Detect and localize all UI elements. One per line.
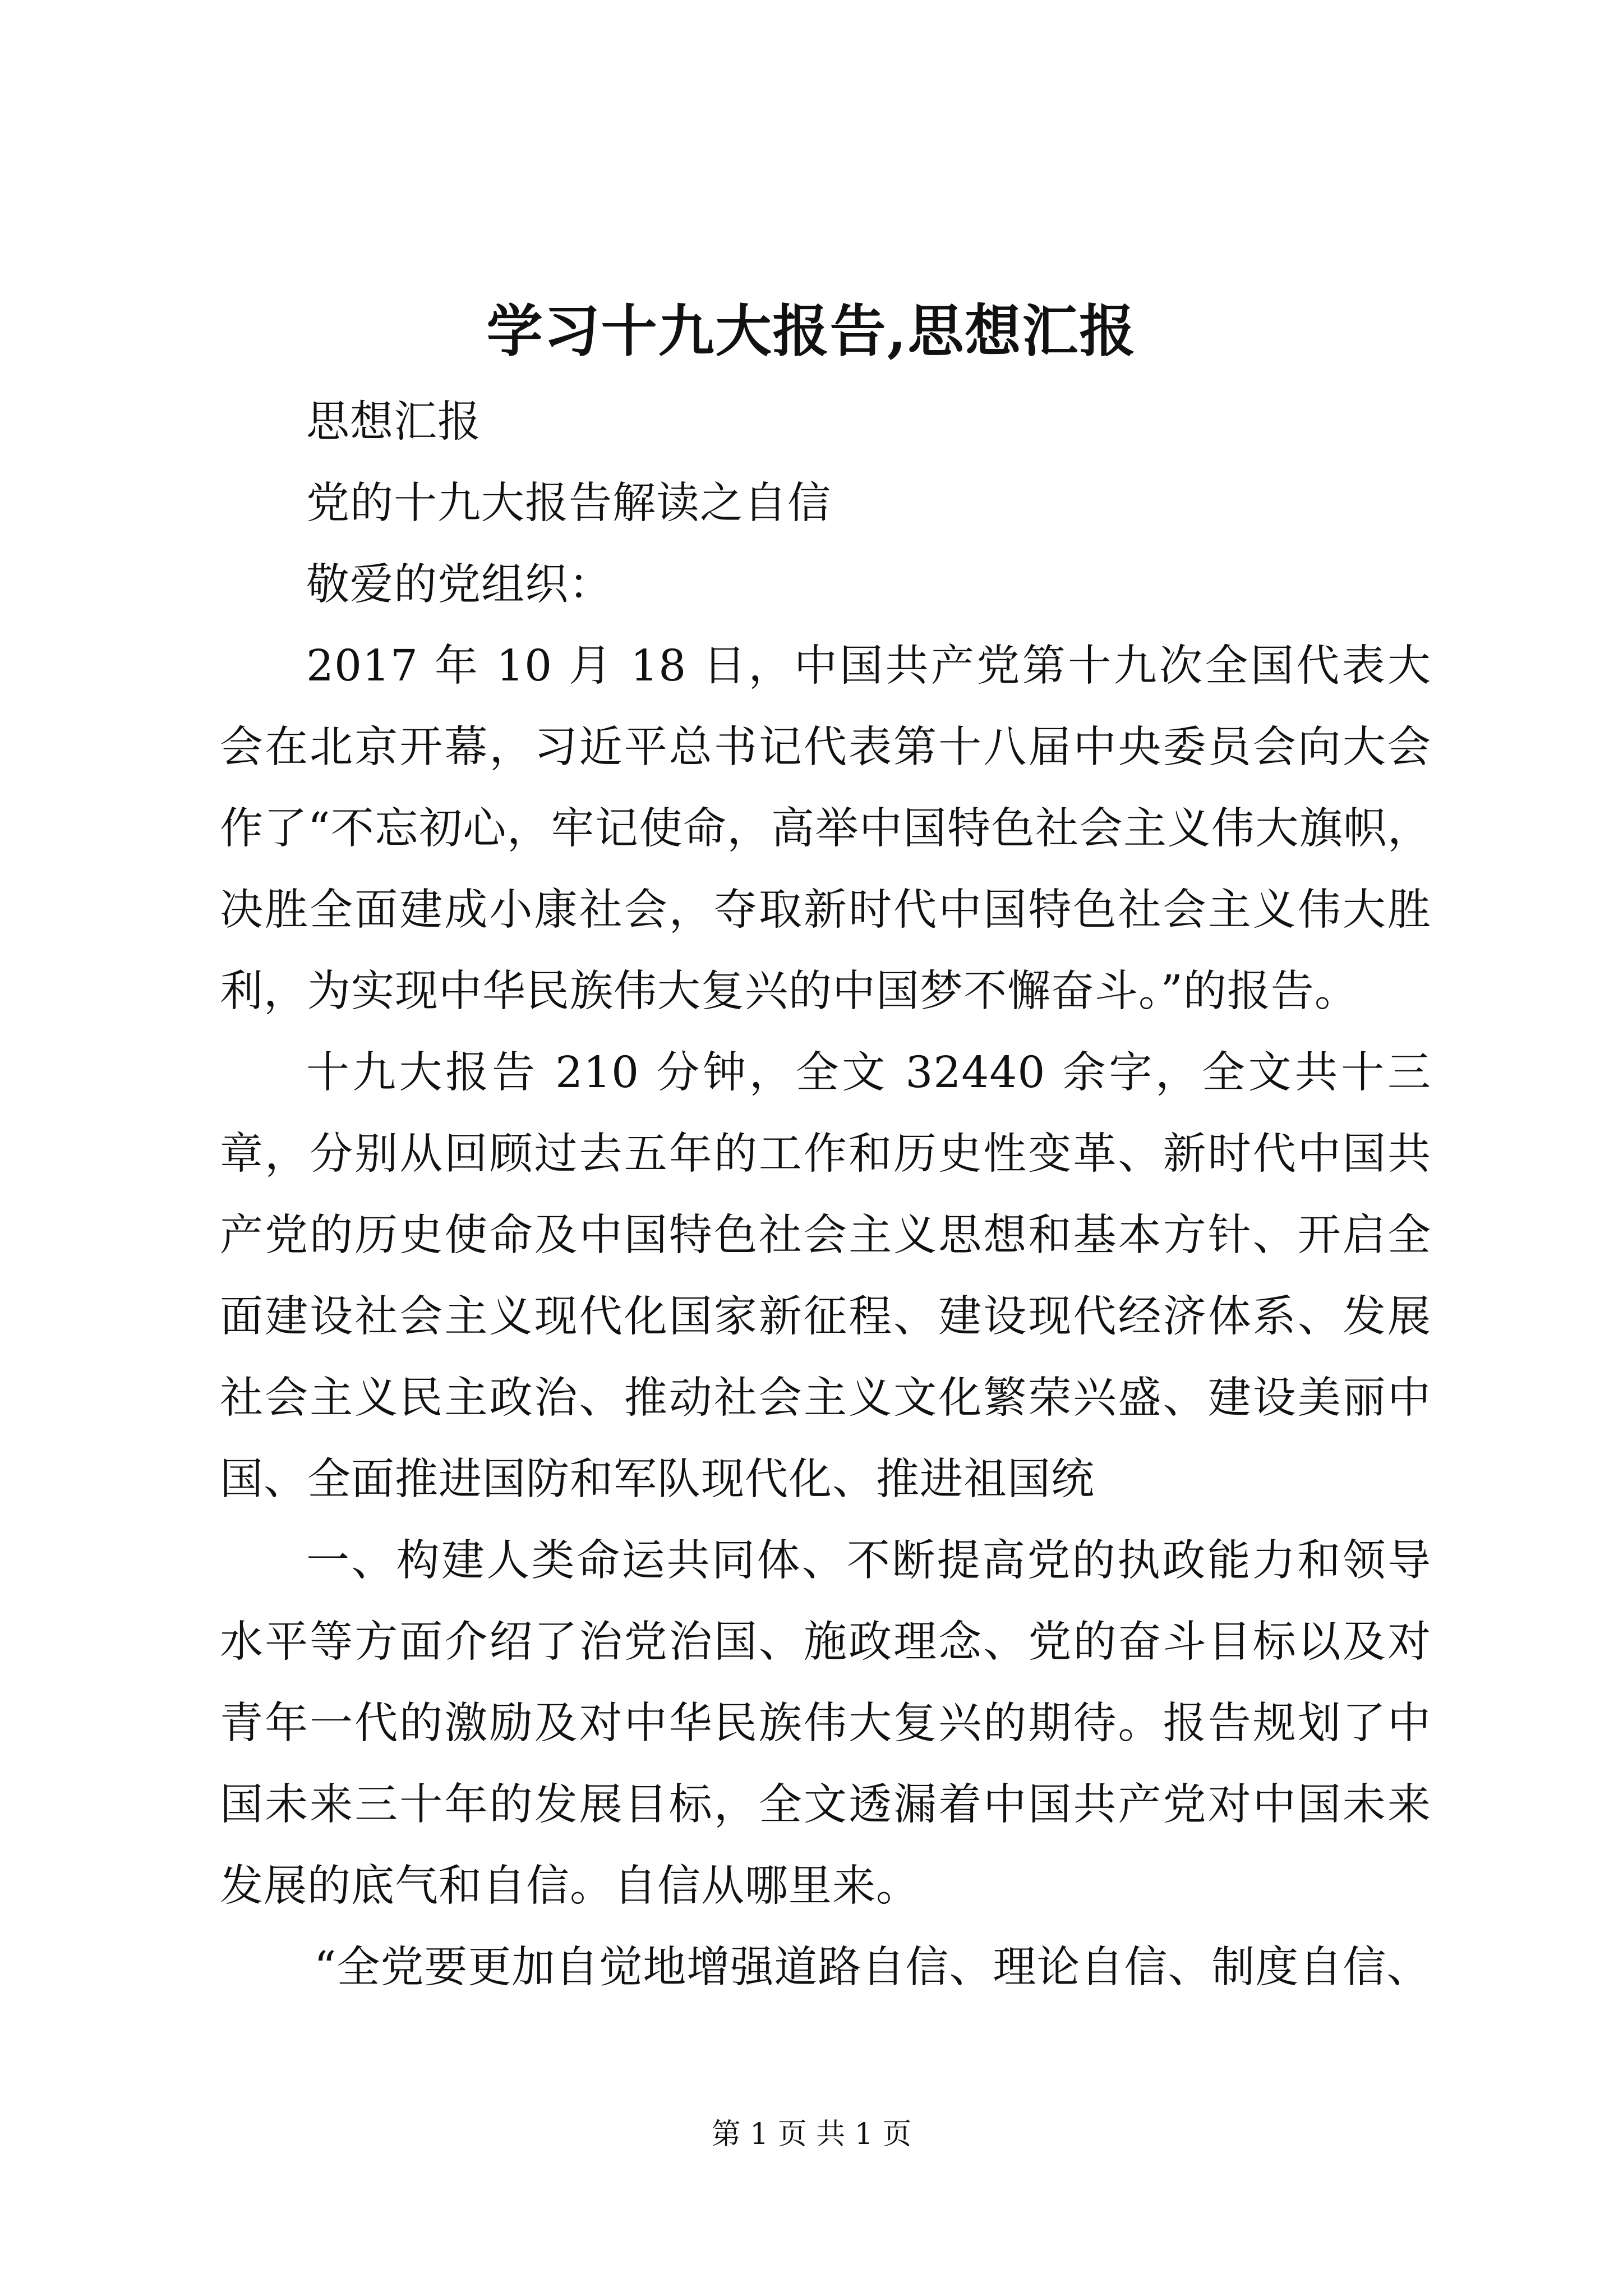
paragraph-report-summary: 十九大报告 210 分钟，全文 32440 余字，全文共十三章，分别从回顾过去五年的工作和历史性变革、新时代中国共产党的历史使命及中国特色社会主义思想和基本方针、开启全面建设社会主义现代化国家新征程、建设现代经济体系、发展社会主义民主政治、推动社会主义文化繁荣兴盛、建设美丽中国、全面推进国防和军队现代化、推进祖国统 bbox=[220, 1048, 1431, 1504]
paragraph-opening: 2017 年 10 月 18 日，中国共产党第十九次全国代表大会在北京开幕，习近平总书记代表第十八届中央委员会向大会作了“不忘初心，牢记使命，高举中国特色社会主义伟大旗帜，决胜全面建成小康社会，夺取新时代中国特色社会主义伟大胜利，为实现中华民族伟大复兴的中国梦不懈奋斗。”的报告。 bbox=[220, 641, 1431, 1016]
paragraph-salutation: 敬爱的党组织： bbox=[306, 560, 612, 610]
paragraph-subject: 党的十九大报告解读之自信 bbox=[306, 478, 831, 528]
paragraph-quote: “全党要更加自觉地增强道路自信、理论自信、制度自信、 bbox=[314, 1943, 1431, 1993]
document-body bbox=[220, 381, 1431, 2008]
document-title: 学习十九大报告,思想汇报 bbox=[486, 298, 1137, 364]
paragraph-report-goals: 一、构建人类命运共同体、不断提高党的执政能力和领导水平等方面介绍了治党治国、施政理念、党的奋斗目标以及对青年一代的激励及对中华民族伟大复兴的期待。报告规划了中国未来三十年的发展目标，全文透漏着中国共产党对中国未来发展的底气和自信。自信从哪里来。 bbox=[220, 1536, 1431, 1911]
page-footer: 第 1 页 共 1 页 bbox=[711, 2118, 912, 2151]
paragraph-heading: 思想汇报 bbox=[306, 397, 481, 447]
